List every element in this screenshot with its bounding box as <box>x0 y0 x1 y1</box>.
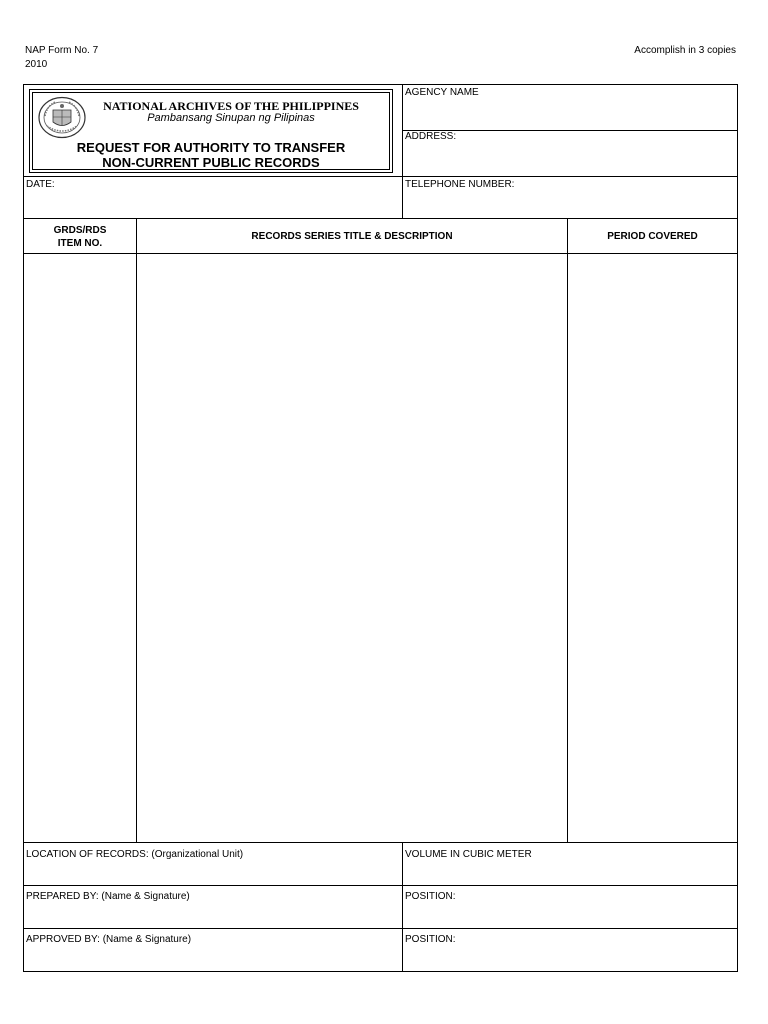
form-number: NAP Form No. 7 <box>25 45 99 56</box>
national-archives-seal-icon <box>37 96 87 139</box>
agency-filipino-name: Pambansang Sinupan ng Pilipinas <box>147 112 315 124</box>
agency-heading: NATIONAL ARCHIVES OF THE PHILIPPINES <box>103 99 359 113</box>
item-no-column-area[interactable] <box>25 255 135 841</box>
form-frame <box>23 84 738 972</box>
location-label: LOCATION OF RECORDS: (Organizational Unit) <box>26 849 244 860</box>
copies-note: Accomplish in 3 copies <box>634 45 736 56</box>
prepared-position-field[interactable] <box>403 903 736 927</box>
location-field[interactable] <box>25 861 401 884</box>
telephone-field[interactable] <box>403 191 736 217</box>
form-year: 2010 <box>25 59 48 70</box>
prepared-by-label: PREPARED BY: (Name & Signature) <box>26 891 190 902</box>
col-header-item-no-line2: ITEM NO. <box>57 238 103 249</box>
agency-name-field[interactable] <box>403 99 736 129</box>
prepared-position-label: POSITION: <box>405 891 456 902</box>
form-title-line-2: NON-CURRENT PUBLIC RECORDS <box>102 155 320 170</box>
agency-name-label: AGENCY NAME <box>405 87 479 98</box>
prepared-by-field[interactable] <box>25 903 401 927</box>
date-field[interactable] <box>25 191 401 217</box>
period-covered-column-area[interactable] <box>569 255 736 841</box>
approved-by-label: APPROVED BY: (Name & Signature) <box>26 934 192 945</box>
telephone-label: TELEPHONE NUMBER: <box>405 179 515 190</box>
col-header-title-description: RECORDS SERIES TITLE & DESCRIPTION <box>251 231 453 242</box>
volume-field[interactable] <box>403 861 736 884</box>
title-box <box>29 89 393 173</box>
approved-by-field[interactable] <box>25 946 401 970</box>
col-header-item-no-line1: GRDS/RDS <box>53 225 107 236</box>
address-field[interactable] <box>403 143 736 175</box>
title-description-column-area[interactable] <box>138 255 566 841</box>
approved-position-field[interactable] <box>403 946 736 970</box>
volume-label: VOLUME IN CUBIC METER <box>405 849 532 860</box>
approved-position-label: POSITION: <box>405 934 456 945</box>
form-title-line-1: REQUEST FOR AUTHORITY TO TRANSFER <box>76 140 346 155</box>
col-header-period-covered: PERIOD COVERED <box>607 231 698 242</box>
address-label: ADDRESS: <box>405 131 457 142</box>
date-label: DATE: <box>26 179 55 190</box>
